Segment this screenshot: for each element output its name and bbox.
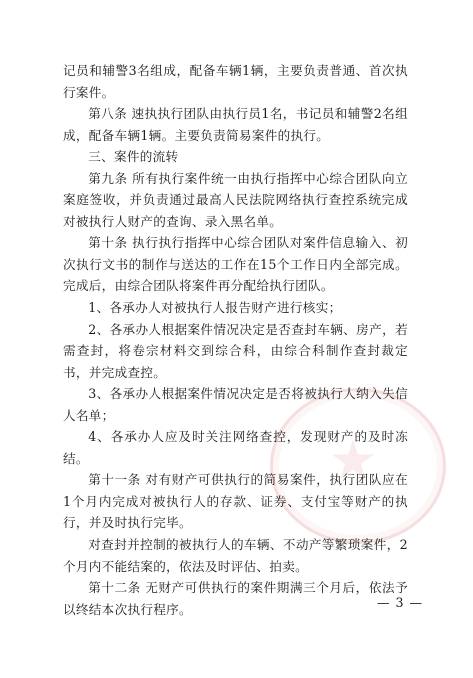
article-10-text: 执行执行指挥中心综合团队对案件信息输入、初次执行文书的制作与送达的工作在15个工作日内全部完成。完成后，由综合团队将案件再分配给执行团队。 [63, 235, 408, 294]
list-item-4: 4、各承办人应及时关注网络查控，发现财产的及时冻结。 [63, 429, 408, 466]
article-10 [63, 232, 408, 297]
page-number: — 3 — [376, 595, 424, 610]
article-9-text: 所有执行案件统一由执行指挥中心综合团队向立案庭签收，并负责通过最高人民法院网络执行查控系统完成对被执行人财产的查询、录入黑名单。 [63, 170, 408, 229]
article-12 [63, 577, 408, 620]
article-8-text: 速执执行团队由执行员1名，书记员和辅警2名组成，配备车辆1辆。主要负责简易案件的执行。 [63, 106, 408, 143]
article-9-number: 第九条 [88, 170, 128, 186]
list-item-1: 1、各承办人对被执行人报告财产进行核实； [88, 300, 342, 316]
article-8 [63, 103, 408, 146]
article-12-text: 无财产可供执行的案件期满三个月后，依法予以终结本次执行程序。 [63, 580, 408, 617]
paragraph-seizure: 对查封并控制的被执行人的车辆、不动产等繁琐案件，2个月内不能结案的，依法及时评估、拍卖。 [63, 537, 408, 574]
section-heading-3: 三、案件的流转 [88, 149, 179, 165]
article-8-number: 第八条 [88, 106, 128, 122]
article-12-number: 第十二条 [88, 580, 141, 596]
article-10-number: 第十条 [88, 235, 128, 251]
paragraph-continuation: 记员和辅警3名组成，配备车辆1辆，主要负责普通、首次执行案件。 [63, 63, 408, 100]
article-11-text: 对有财产可供执行的简易案件，执行团队应在1个月内完成对被执行人的存款、证券、支付宝等财产的执行，并及时执行完毕。 [63, 472, 408, 531]
article-11-number: 第十一条 [88, 472, 141, 488]
article-9 [63, 168, 408, 233]
list-item-3: 3、各承办人根据案件情况决定是否将被执行人纳入失信人名单； [63, 386, 408, 423]
article-11 [63, 469, 408, 534]
document-body [63, 60, 408, 620]
list-item-2: 2、各承办人根据案件情况决定是否查封车辆、房产，若需查封，将卷宗材料交到综合科，由综合科制作查封裁定书，并完成查控。 [63, 321, 408, 380]
